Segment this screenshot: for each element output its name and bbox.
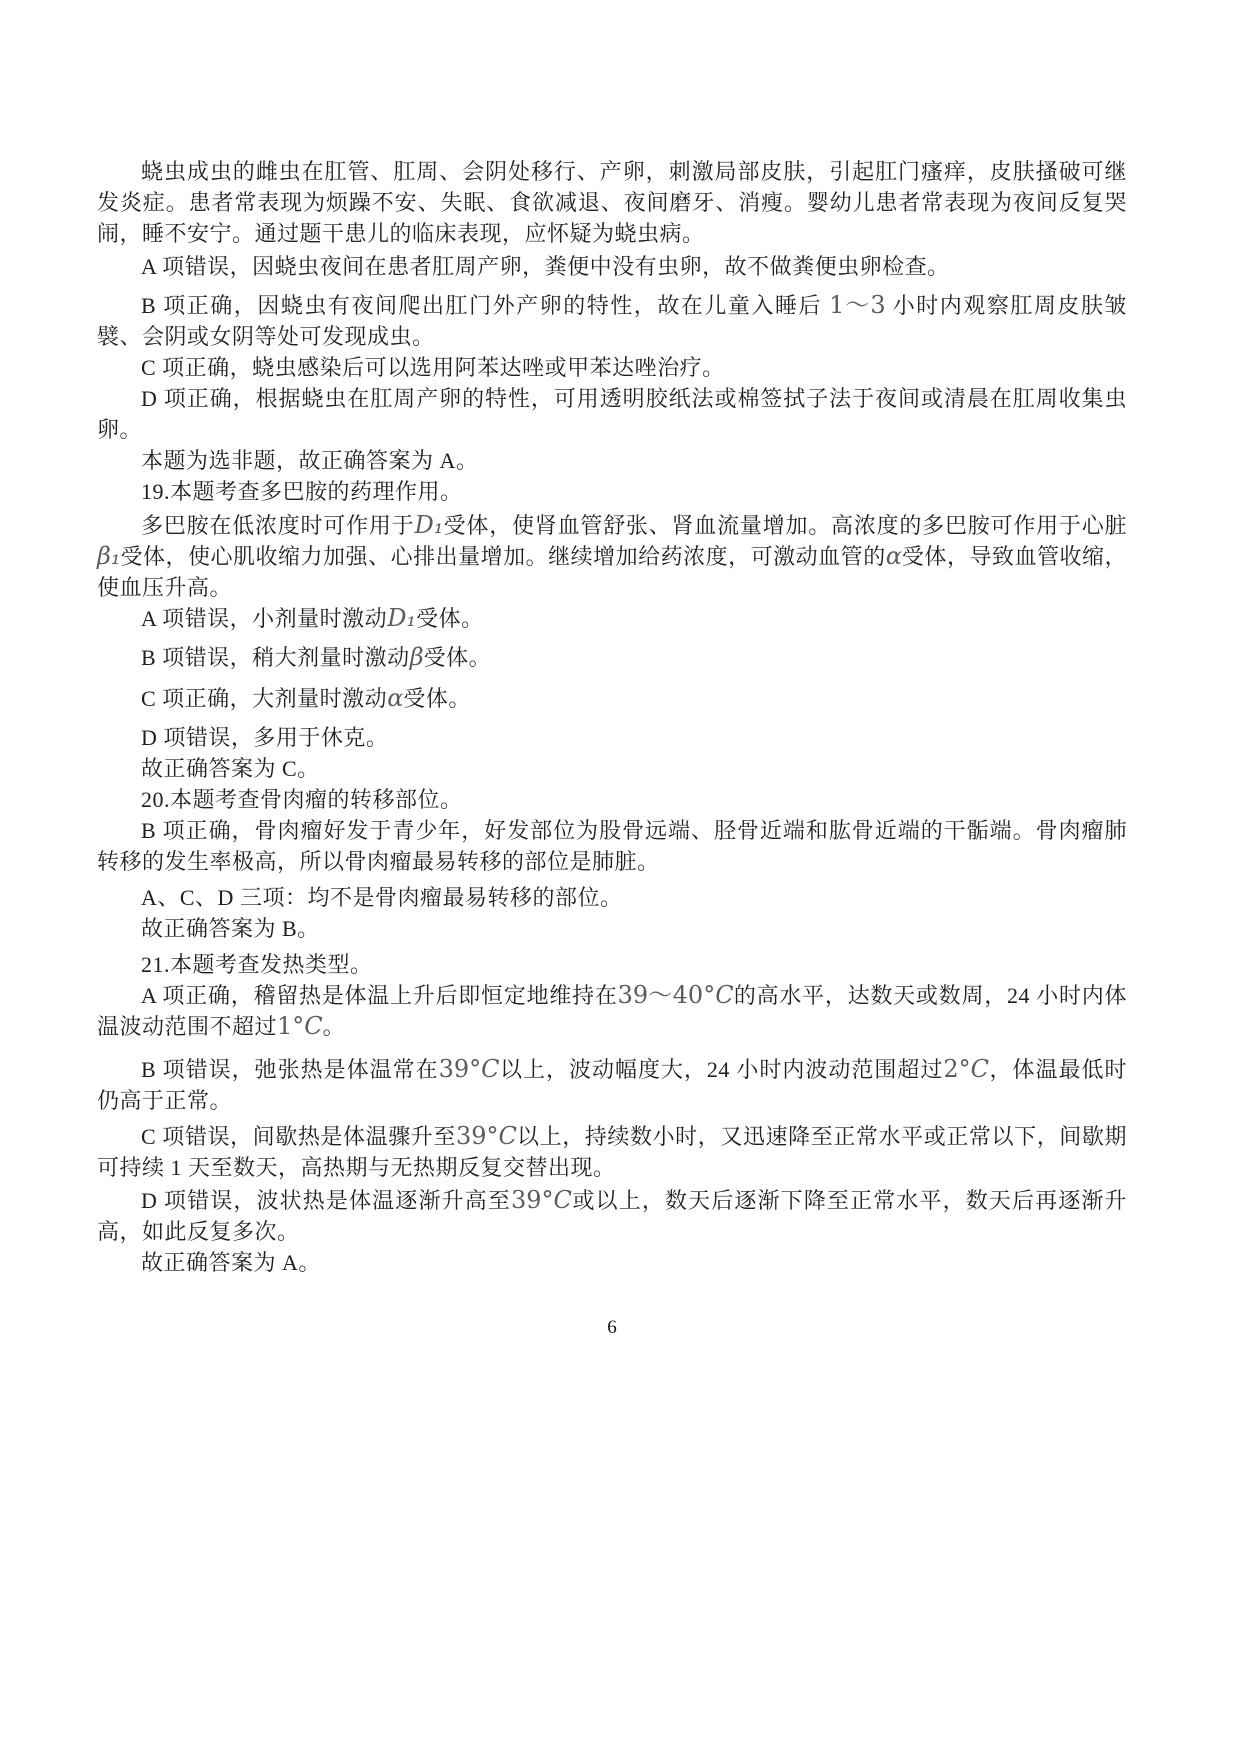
q21-conclusion [97,1247,1127,1278]
formula-temp-39: 39° [438,1055,482,1083]
q19-explanation-intro [97,510,1127,603]
text-run: 受体，使肾血管舒张、肾血流量增加。高浓度的多巴胺可作用于心脏 [443,513,1127,538]
q21-option-b-analysis [97,1054,1127,1116]
text-run: D 项正确，根据蛲虫在肛周产卵的特性，可用透明胶纸法或棉签拭子法于夜间或清晨在肛周收集虫卵。 [97,386,1127,442]
text-run: B 项正确，因蛲虫有夜间爬出肛门外产卵的特性，故在儿童入睡后 [141,293,830,318]
text-run: 受体，导致血管收缩，使血压升高。 [97,544,1127,600]
text-run: 或以上，数天后逐渐下降至正常水平，数天后再逐渐升高，如此反复多次。 [97,1188,1127,1244]
text-run: A 项正确，稽留热是体温上升后即恒定地维持在 [141,983,618,1008]
q20-heading [97,784,1127,815]
q21-heading [97,949,1127,980]
text-run: 蛲虫成虫的雌虫在肛管、肛周、会阴处移行、产卵，刺激局部皮肤，引起肛门瘙痒，皮肤搔破可继发炎症。患者常表现为烦躁不安、失眠、食欲减退、夜间磨牙、消瘦。婴幼儿患者常表现为夜间反复哭闹，睡不安宁。通过题干患儿的临床表现，应怀疑为蛲虫病。 [97,159,1127,246]
q19-option-b-analysis [97,642,1127,673]
text-run: 受体。 [416,606,484,631]
text-run: 故正确答案为 A。 [141,1250,321,1275]
q21-option-c-analysis [97,1121,1127,1183]
formula-celsius: C [970,1055,990,1083]
text-run: 受体。 [403,686,471,711]
q21-option-a-analysis [97,980,1127,1042]
q19-option-c-analysis [97,683,1127,714]
formula-d1-receptor: D₁ [414,511,444,539]
formula-d1-receptor: D₁ [387,604,417,632]
q21-option-d-analysis [97,1185,1127,1247]
text-run: D 项错误，波状热是体温逐渐升高至 [141,1188,511,1213]
text-run: 小时内观察肛周皮肤皱襞、会阴或女阴等处可发现成虫。 [97,293,1127,349]
text-run: 的高水平，达数天或数周，24 小时内体温波动范围不超过 [97,983,1127,1039]
text-run: B 项错误，弛张热是体温常在 [141,1057,439,1082]
text-run: 以上，持续数小时，又迅速降至正常水平或正常以下，间歇期可持续 1 天至数天，高热期与无热期反复交替出现。 [97,1124,1127,1180]
text-run: 19.本题考查多巴胺的药理作用。 [141,479,463,504]
page-number: 6 [607,1317,617,1338]
text-run: 多巴胺在低浓度时可作用于 [141,513,415,538]
text-run: B 项错误，稍大剂量时激动 [141,645,410,670]
q19-option-d-analysis [97,722,1127,753]
q20-option-b-analysis [97,815,1127,877]
text-run: C 项正确，蛲虫感染后可以选用阿苯达唑或甲苯达唑治疗。 [141,355,725,380]
formula-celsius: C [481,1055,500,1083]
text-run: 受体，使心肌收缩力加强、心排出量增加。继续增加给药浓度，可激动血管的 [120,544,886,569]
text-run: 21.本题考查发热类型。 [141,952,373,977]
text-run: 20.本题考查骨肉瘤的转移部位。 [141,787,463,812]
q18-explanation-intro [97,156,1127,249]
q18-option-b-analysis [97,290,1127,352]
formula-temp-1: 1° [277,1012,305,1040]
formula-celsius: C [304,1012,323,1040]
text-run: C 项错误，间歇热是体温骤升至 [141,1124,456,1149]
q19-conclusion [97,753,1127,784]
q20-options-acd-analysis [97,882,1127,913]
q18-conclusion [97,445,1127,476]
q18-option-c-analysis [97,352,1127,383]
q18-option-d-analysis [97,383,1127,445]
formula-beta1-receptor: β₁ [97,542,121,570]
text-run: 。 [322,1014,346,1039]
text-run: A 项错误，因蛲虫夜间在患者肛周产卵，粪便中没有虫卵，故不做粪便虫卵检查。 [141,254,950,279]
q19-heading [97,476,1127,507]
formula-temp-39-40: 39～40° [617,981,716,1009]
text-run: D 项错误，多用于休克。 [141,725,389,750]
page-footer [97,1317,1127,1339]
q19-option-a-analysis [97,603,1127,634]
formula-celsius: C [715,981,734,1009]
formula-celsius: C [553,1186,572,1214]
q20-conclusion [97,913,1127,944]
formula-temp-39: 39° [456,1122,499,1150]
formula-alpha-receptor: α [885,542,902,570]
formula-celsius: C [498,1122,517,1150]
text-run: 故正确答案为 C。 [141,756,320,781]
formula-beta-receptor: β [409,643,424,671]
q18-option-a-analysis [97,251,1127,282]
text-run: 受体。 [423,645,492,670]
text-run: 故正确答案为 B。 [141,916,320,941]
text-run: C 项正确，大剂量时激动 [141,686,388,711]
formula-range-1-3: 1～3 [829,291,886,319]
text-run: A 项错误，小剂量时激动 [141,606,388,631]
text-run: A、C、D 三项：均不是骨肉瘤最易转移的部位。 [141,885,623,910]
text-run: B 项正确，骨肉瘤好发于青少年，好发部位为股骨远端、胫骨近端和肱骨近端的干骺端。骨肉瘤肺转移的发生率极高，所以骨肉瘤最易转移的部位是肺脏。 [97,818,1127,874]
text-run: 以上，波动幅度大，24 小时内波动范围超过 [499,1057,944,1082]
text-run: ，体温最低时仍高于正常。 [97,1057,1127,1113]
formula-temp-39: 39° [510,1186,554,1214]
formula-temp-2: 2° [943,1055,971,1083]
text-run: 本题为选非题，故正确答案为 A。 [141,448,479,473]
formula-alpha-receptor: α [387,684,404,712]
